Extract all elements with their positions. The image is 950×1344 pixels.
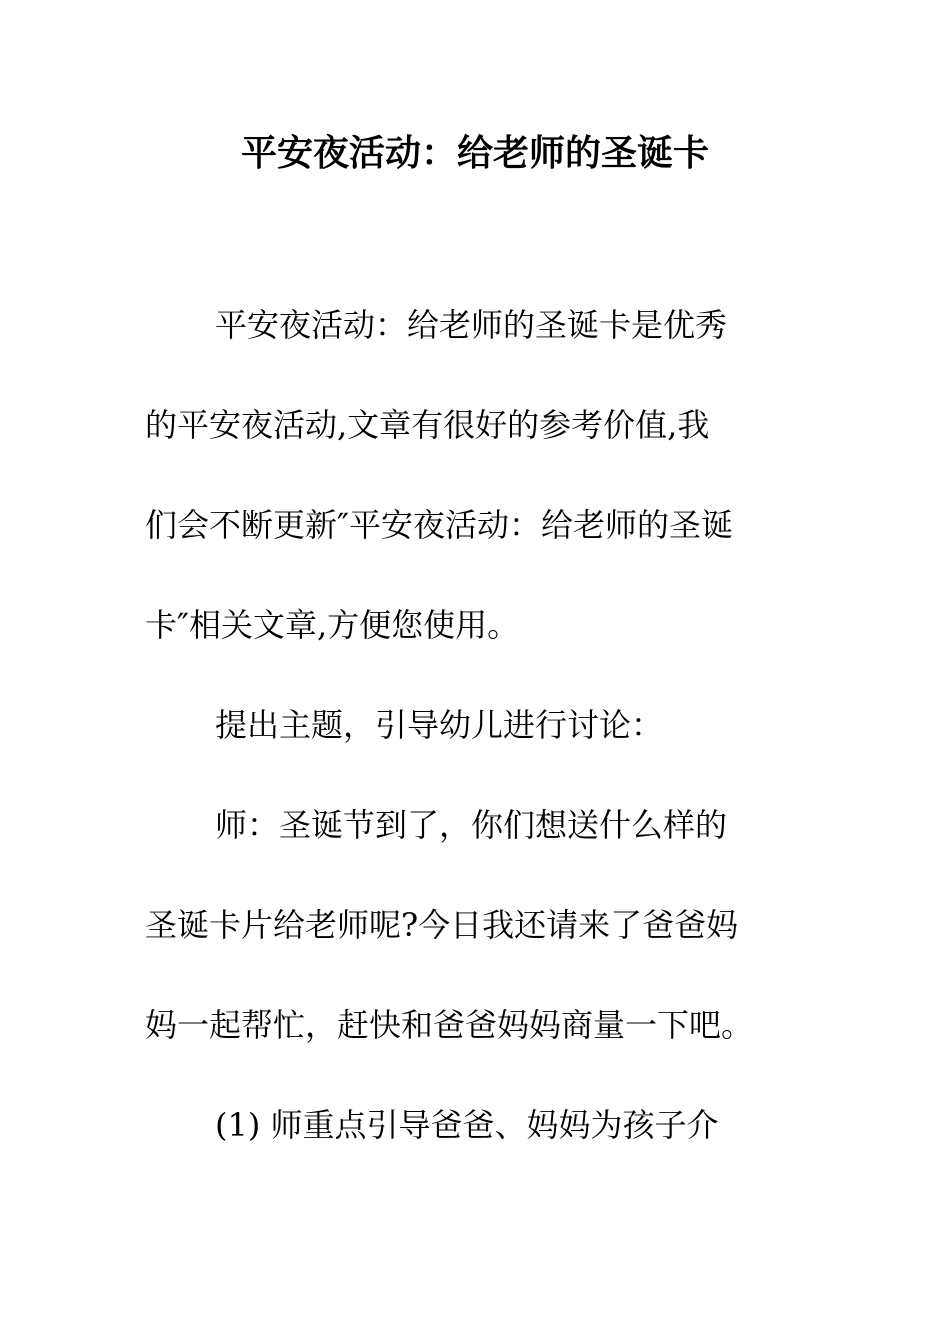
document-body: [145, 299, 805, 1199]
paragraph-line: 提出主题，引导幼儿进行讨论：: [215, 706, 664, 744]
paragraph-line: 师：圣诞节到了，你们想送什么样的: [215, 806, 728, 844]
paragraph-line: 卡″相关文章,方便您使用。: [145, 606, 520, 644]
document-title: 平安夜活动：给老师的圣诞卡: [240, 132, 709, 174]
paragraph-line: 圣诞卡片给老师呢?今日我还请来了爸爸妈: [145, 906, 739, 944]
paragraph-line: 平安夜活动：给老师的圣诞卡是优秀: [215, 306, 728, 344]
paragraph-line: 的平安夜活动,文章有很好的参考价值,我: [145, 406, 710, 444]
paragraph-line: (1) 师重点引导爸爸、妈妈为孩子介: [215, 1106, 719, 1144]
paragraph-line: 们会不断更新″平安夜活动：给老师的圣诞: [145, 506, 733, 544]
paragraph-line: 妈一起帮忙，赶快和爸爸妈妈商量一下吧。: [145, 1006, 754, 1044]
